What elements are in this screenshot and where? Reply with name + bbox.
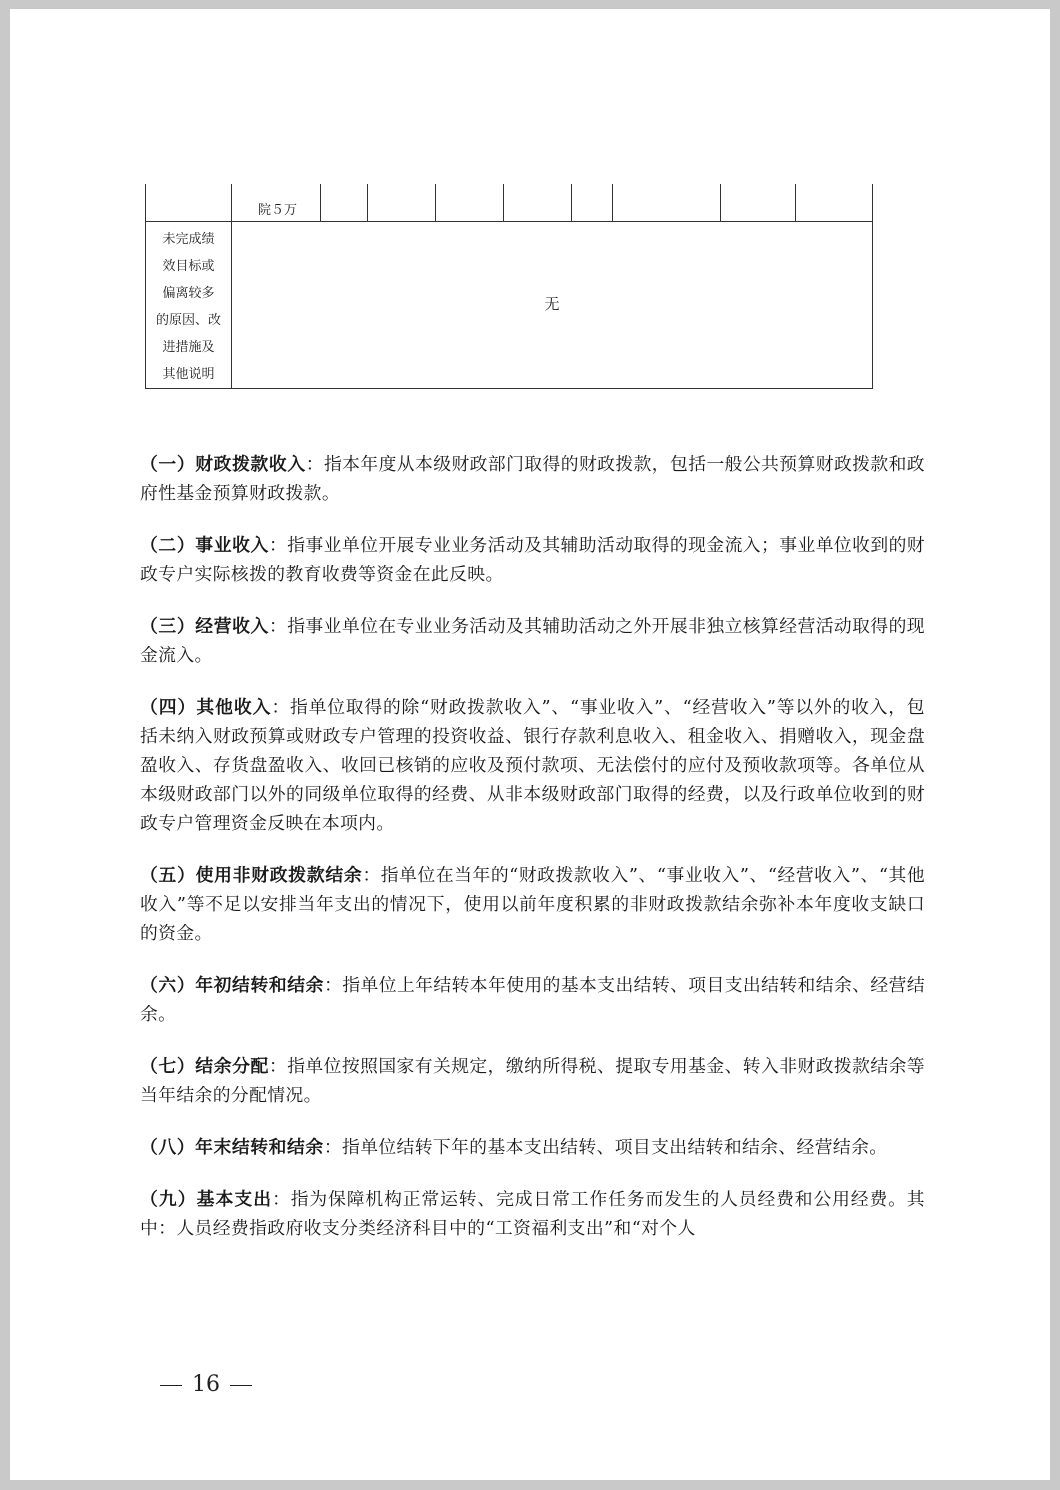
definition-item (140, 1133, 925, 1162)
definition-term: （七）结余分配 (140, 1056, 269, 1077)
label-line: 的原因、改 (155, 313, 221, 328)
definition-term: （一）财政拨款收入 (140, 454, 306, 475)
definition-item (140, 450, 925, 508)
label-line: 进措施及 (162, 340, 215, 355)
definition-item (140, 612, 925, 670)
definition-text: ：指事业单位开展专业业务活动及其辅助活动取得的现金流入；事业单位收到的财政专户实际核拨的教育收费等资金在此反映。 (140, 535, 925, 585)
definition-term: （三）经营收入 (140, 616, 269, 637)
label-line: 其他说明 (162, 367, 215, 382)
definition-text: ：指事业单位在专业业务活动及其辅助活动之外开展非独立核算经营活动取得的现金流入。 (140, 616, 925, 666)
definition-text: ：指单位上年结转本年使用的基本支出结转、项目支出结转和结余、经营结余。 (140, 975, 925, 1025)
definition-term: （五）使用非财政拨款结余 (140, 865, 363, 886)
row-label (146, 222, 232, 389)
definition-term: （二）事业收入 (140, 535, 269, 556)
dash-right (230, 1385, 252, 1386)
definition-item (140, 1052, 925, 1110)
dash-left (160, 1385, 182, 1386)
row-value: 无 (232, 222, 873, 389)
table-row (146, 222, 873, 389)
definition-text: ：指单位取得的除“财政拨款收入”、“事业收入”、“经营收入”等以外的收入，包括未纳入财政预算或财政专户管理的投资收益、银行存款利息收入、租金收入、捐赠收入，现金盘盈收入、存货盘盈收入、收回已核销的应收及预付款项、无法偿付的应付及预收款项等。各单位从本级财政部门以外的同级单位取得的经费、从非本级财政部门取得的经费，以及行政单位收到的财政专户管理资金反映在本项内。 (140, 697, 925, 834)
definition-term: （八）年末结转和结余 (140, 1137, 324, 1158)
definition-text: ：指单位按照国家有关规定，缴纳所得税、提取专用基金、转入非财政拨款结余等当年结余的分配情况。 (140, 1056, 925, 1106)
definition-item (140, 971, 925, 1029)
definition-term: （四）其他收入 (140, 697, 272, 718)
definition-text: ：指单位在当年的“财政拨款收入”、“事业收入”、“经营收入”、“其他收入”等不足以安排当年支出的情况下，使用以前年度积累的非财政拨款结余弥补本年度收支缺口的资金。 (140, 865, 925, 944)
page-footer (150, 1372, 262, 1397)
label-line: 效目标或 (162, 259, 215, 274)
definition-item (140, 861, 925, 948)
definition-text: ：指为保障机构正常运转、完成日常工作任务而发生的人员经费和公用经费。其中：人员经费指政府收支分类经济科目中的“工资福利支出”和“对个人 (140, 1189, 925, 1239)
page-number: 16 (192, 1372, 220, 1397)
performance-table (145, 184, 873, 389)
label-line: 偏离较多 (162, 286, 215, 301)
definition-term: （六）年初结转和结余 (140, 975, 325, 996)
definitions-list (140, 450, 925, 1266)
amount-cell: 院５万 (232, 184, 321, 222)
definition-text: ：指本年度从本级财政部门取得的财政拨款，包括一般公共预算财政拨款和政府性基金预算财政拨款。 (140, 454, 925, 504)
table-row (146, 184, 873, 222)
definition-item (140, 1185, 925, 1243)
definition-item (140, 531, 925, 589)
definition-item (140, 693, 925, 838)
label-line: 未完成绩 (162, 232, 215, 247)
definition-text: ：指单位结转下年的基本支出结转、项目支出结转和结余、经营结余。 (323, 1137, 888, 1158)
definition-term: （九）基本支出 (140, 1189, 273, 1210)
